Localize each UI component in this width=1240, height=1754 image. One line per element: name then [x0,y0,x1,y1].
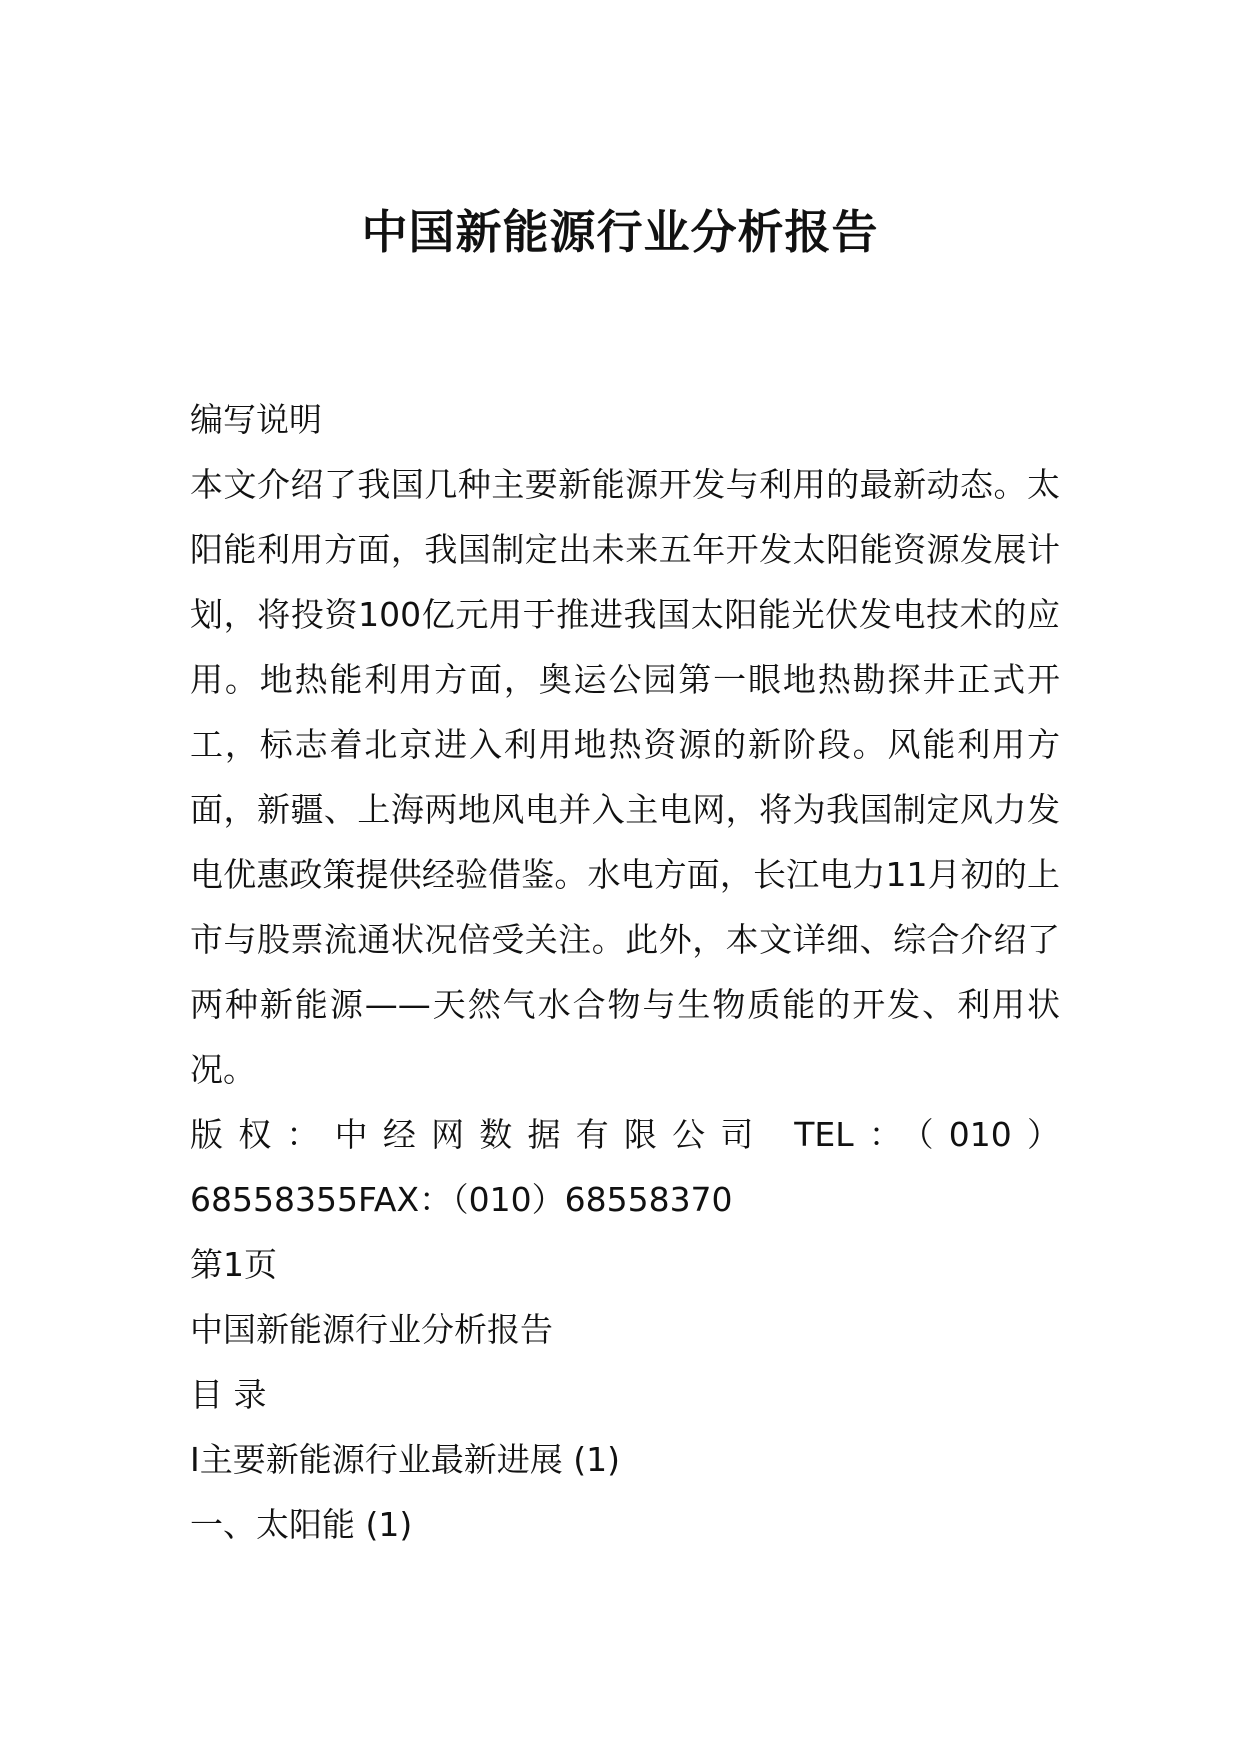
document-body [190,387,1060,1557]
toc-item[interactable]: 一、太阳能 (1) [190,1505,413,1544]
intro-paragraph: 本文介绍了我国几种主要新能源开发与利用的最新动态。太阳能利用方面，我国制定出未来五年开发太阳能资源发展计划，将投资100亿元用于推进我国太阳能光伏发电技术的应用。地热能利用方面，奥运公园第一眼地热勘探井正式开工，标志着北京进入利用地热资源的新阶段。风能利用方面，新疆、上海两地风电并入主电网，将为我国制定风力发电优惠政策提供经验借鉴。水电方面，长江电力11月初的上市与股票流通状况倍受关注。此外，本文详细、综合介绍了两种新能源——天然气水合物与生物质能的开发、利用状况。 [190,465,1060,1089]
toc-heading: 目 录 [190,1375,267,1414]
preface-heading: 编写说明 [190,400,322,439]
repeat-title: 中国新能源行业分析报告 [190,1310,553,1349]
page-number-label: 第1页 [190,1245,277,1284]
toc-item[interactable]: I主要新能源行业最新进展 (1) [190,1440,620,1479]
copyright-line: 版权：中经网数据有限公司 TEL：（010）68558355FAX：（010）68558370 [190,1115,1060,1219]
document-title: 中国新能源行业分析报告 [361,205,879,259]
